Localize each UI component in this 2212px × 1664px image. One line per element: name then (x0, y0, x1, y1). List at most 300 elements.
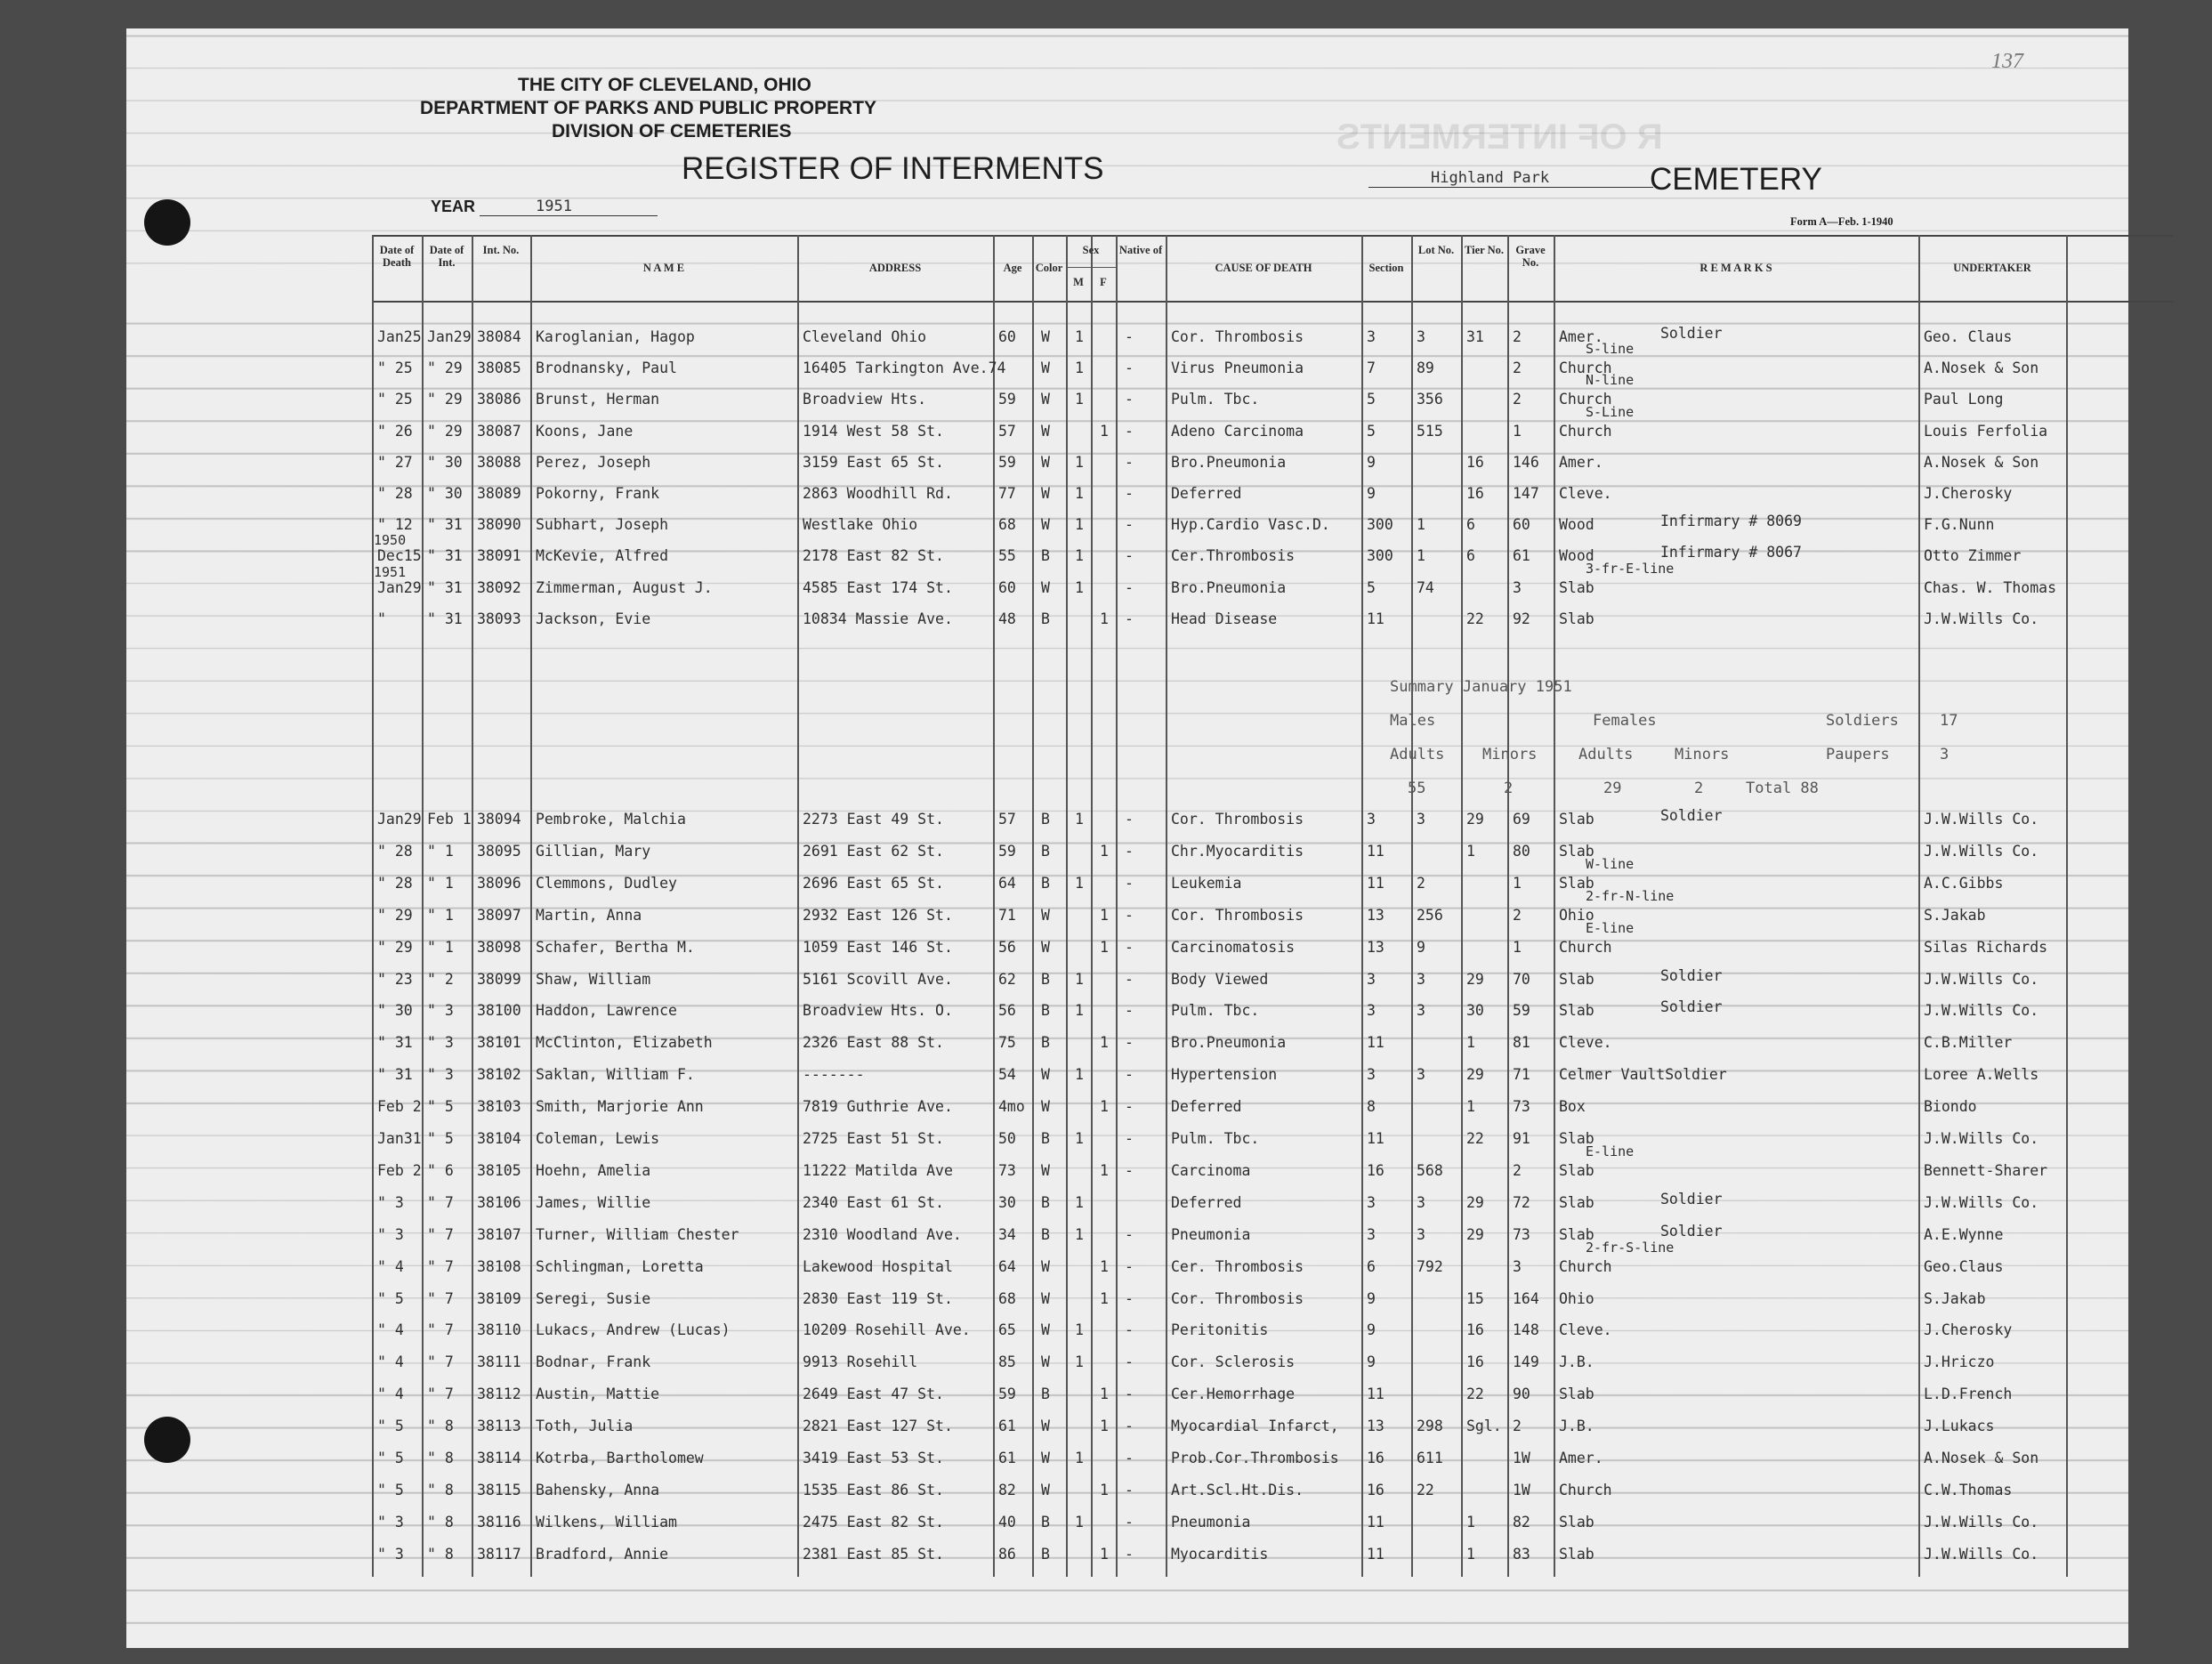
feb-cell-grave: 3 (1513, 1257, 1522, 1275)
feb-cell-sec: 11 (1367, 874, 1385, 892)
feb-cell-sec: 3 (1367, 970, 1376, 988)
jan-cell-sec: 300 (1367, 516, 1393, 534)
feb-cell-und: Biondo (1924, 1098, 1977, 1116)
jan-cell-addr: Cleveland Ohio (803, 328, 927, 345)
feb-cell-sec: 8 (1367, 1098, 1376, 1116)
feb-cell-sec: 6 (1367, 1257, 1376, 1275)
feb-cell-addr: 2381 East 85 St. (803, 1545, 944, 1563)
feb-cell-rem: Cleve. (1559, 1034, 1612, 1052)
jan-cell-nat: - (1125, 610, 1134, 627)
jan-cell-lot: 515 (1417, 422, 1443, 440)
jan-cell-addr: 4585 East 174 St. (803, 578, 953, 596)
feb-cell-addr: 2691 East 62 St. (803, 842, 944, 860)
feb-cell-dd: " 5 (377, 1481, 404, 1498)
year-underline (480, 215, 658, 216)
feb-cell-sec: 3 (1367, 1225, 1376, 1243)
feb-cell-di: " 1 (427, 842, 454, 860)
jan-cell-rem: Church (1559, 422, 1612, 440)
column-rule-und (1918, 235, 1920, 1577)
feb-cell-grave: 59 (1513, 1002, 1530, 1020)
jan-cell-addr: 2178 East 82 St. (803, 547, 944, 565)
feb-cell-m: 1 (1075, 1353, 1084, 1371)
feb-cell-dd: " 28 (377, 842, 413, 860)
feb-cell-sec: 3 (1367, 1066, 1376, 1084)
jan-cell-grave: 60 (1513, 516, 1530, 534)
feb-cell-color: B (1041, 1034, 1050, 1052)
feb-cell-grave: 90 (1513, 1385, 1530, 1403)
jan-cell-nat: - (1125, 328, 1134, 345)
feb-cell-age: 82 (998, 1481, 1016, 1498)
jan-cell-sec: 9 (1367, 485, 1376, 502)
feb-cell-sec: 11 (1367, 1034, 1385, 1052)
feb-cell-name: Shaw, William (536, 970, 651, 988)
feb-cell-name: Hoehn, Amelia (536, 1161, 651, 1179)
jan-cell-color: B (1041, 610, 1050, 627)
feb-cell-tier: 1 (1466, 1545, 1475, 1563)
feb-cell-cause: Bro.Pneumonia (1171, 1034, 1287, 1052)
jan-cell-no: 38088 (477, 453, 521, 471)
feb-cell-lot: 3 (1417, 1002, 1425, 1020)
summary-paupers-value: 3 (1940, 746, 1950, 763)
feb-cell-grave: 1W (1513, 1450, 1530, 1466)
feb-cell-addr: 1059 East 146 St. (803, 938, 953, 956)
jan-cell-nat: - (1125, 422, 1134, 440)
jan-cell-addr: Westlake Ohio (803, 516, 918, 534)
jan-cell-color: W (1041, 485, 1050, 502)
feb-cell-rem: Slab (1559, 874, 1594, 892)
feb-cell-addr: Broadview Hts. O. (803, 1002, 953, 1020)
feb-cell-tier: 22 (1466, 1385, 1484, 1403)
binder-hole-top (144, 199, 190, 246)
jan-cell-lot: 74 (1417, 578, 1434, 596)
jan-cell-dd: " 27 (377, 453, 413, 471)
feb-cell-und: Silas Richards (1924, 938, 2048, 956)
feb-cell-color: B (1041, 842, 1050, 860)
feb-cell-cause: Myocardial Infarct, (1171, 1418, 1339, 1435)
column-rule-grave (1507, 235, 1509, 1577)
feb-cell-color: B (1041, 1193, 1050, 1211)
cemetery-label: CEMETERY (1650, 162, 1822, 197)
feb-cell-no: 38106 (477, 1193, 521, 1211)
jan-cell-addr: Broadview Hts. (803, 391, 927, 408)
jan-cell-grave: 1 (1513, 422, 1522, 440)
jan-cell-rem: Church (1559, 391, 1612, 408)
feb-cell-age: 62 (998, 970, 1016, 988)
feb-cell-name: Seregi, Susie (536, 1289, 651, 1307)
summary-adults-male-value: 55 (1408, 779, 1426, 797)
feb-cell-color: W (1041, 906, 1050, 924)
jan-cell-rem: Church (1559, 359, 1612, 377)
jan-cell-age: 57 (998, 422, 1016, 440)
column-rule-nat (1116, 235, 1118, 1577)
header-no: Int. No. (482, 244, 520, 256)
jan-cell-remarks-note: Infirmary # 8069 (1660, 513, 1802, 530)
register-page (126, 28, 2128, 1648)
jan-cell-cause: Bro.Pneumonia (1171, 453, 1287, 471)
feb-cell-grave: 81 (1513, 1034, 1530, 1052)
feb-cell-remarks-note: Soldier (1660, 1222, 1723, 1240)
feb-cell-lot: 3 (1417, 1193, 1425, 1211)
feb-cell-name: James, Willie (536, 1193, 651, 1211)
jan-cell-no: 38091 (477, 547, 521, 565)
feb-cell-sec: 9 (1367, 1321, 1376, 1339)
feb-cell-age: 59 (998, 1385, 1016, 1403)
jan-cell-lot: 1 (1417, 516, 1425, 534)
feb-cell-tier: Sgl. (1466, 1418, 1502, 1435)
feb-cell-nat: - (1125, 906, 1134, 924)
jan-cell-und: Geo. Claus (1924, 328, 2013, 345)
feb-cell-nat: - (1125, 1098, 1134, 1116)
feb-cell-no: 38103 (477, 1098, 521, 1116)
feb-cell-name: Bodnar, Frank (536, 1353, 651, 1371)
feb-cell-grave: 83 (1513, 1545, 1530, 1563)
feb-cell-addr: 2310 Woodland Ave. (803, 1225, 962, 1243)
feb-cell-addr: Lakewood Hospital (803, 1257, 953, 1275)
jan-cell-cause: Pulm. Tbc. (1171, 391, 1260, 408)
feb-cell-sec: 11 (1367, 842, 1385, 860)
feb-cell-und: J.Hriczo (1924, 1353, 1995, 1371)
column-rule-lot (1411, 235, 1413, 1577)
feb-cell-und: C.W.Thomas (1924, 1481, 2013, 1498)
feb-cell-rem: Slab (1559, 1193, 1594, 1211)
jan-cell-rem: Amer. (1559, 453, 1603, 471)
jan-cell-cause: Hyp.Cardio Vasc.D. (1171, 516, 1330, 534)
feb-cell-cause: Body Viewed (1171, 970, 1269, 988)
column-rule-no (472, 235, 473, 1577)
jan-cell-cause: Virus Pneumonia (1171, 359, 1304, 377)
jan-cell-name: Jackson, Evie (536, 610, 651, 627)
jan-cell-di: " 30 (427, 485, 463, 502)
feb-cell-tier: 1 (1466, 1034, 1475, 1052)
feb-cell-name: Lukacs, Andrew (Lucas) (536, 1321, 731, 1339)
jan-cell-und: Louis Ferfolia (1924, 422, 2048, 440)
jan-cell-tier: 16 (1466, 485, 1484, 502)
header-addr: ADDRESS (868, 262, 922, 274)
header-lot: Lot No. (1417, 244, 1455, 256)
feb-cell-age: 4mo (998, 1098, 1025, 1116)
column-rule-age (993, 235, 995, 1577)
jan-cell-age: 55 (998, 547, 1016, 565)
feb-cell-no: 38105 (477, 1161, 521, 1179)
jan-cell-sec: 11 (1367, 610, 1385, 627)
feb-cell-addr: 2340 East 61 St. (803, 1193, 944, 1211)
header-color: Color (1035, 262, 1063, 274)
feb-cell-color: W (1041, 1161, 1050, 1179)
feb-cell-grave: 71 (1513, 1066, 1530, 1084)
summary-minors-male-value: 2 (1504, 779, 1514, 797)
feb-cell-dd: " 5 (377, 1418, 404, 1435)
feb-cell-grave: 73 (1513, 1225, 1530, 1243)
feb-cell-di: " 8 (427, 1513, 454, 1531)
feb-cell-cause: Leukemia (1171, 874, 1242, 892)
jan-cell-color: B (1041, 547, 1050, 565)
feb-cell-grave: 1 (1513, 874, 1522, 892)
feb-cell-di: " 7 (427, 1193, 454, 1211)
jan-cell-sec: 5 (1367, 391, 1376, 408)
feb-cell-addr: 2830 East 119 St. (803, 1289, 953, 1307)
feb-cell-cause: Pneumonia (1171, 1225, 1251, 1243)
jan-cell-name: Pokorny, Frank (536, 485, 660, 502)
feb-cell-no: 38114 (477, 1450, 521, 1466)
feb-cell-cause: Art.Scl.Ht.Dis. (1171, 1481, 1304, 1498)
feb-cell-no: 38108 (477, 1257, 521, 1275)
feb-cell-sec: 3 (1367, 1002, 1376, 1020)
jan-cell-no: 38086 (477, 391, 521, 408)
feb-cell-sec: 3 (1367, 1193, 1376, 1211)
feb-cell-grave: 2 (1513, 1161, 1522, 1179)
feb-cell-addr: 2725 East 51 St. (803, 1130, 944, 1147)
jan-cell-age: 59 (998, 453, 1016, 471)
feb-cell-dd: Feb 2 (377, 1098, 422, 1116)
feb-cell-tier: 15 (1466, 1289, 1484, 1307)
feb-cell-no: 38101 (477, 1034, 521, 1052)
feb-cell-dd: Jan29 (377, 811, 422, 828)
summary-males: Males (1390, 712, 1436, 730)
jan-cell-nat: - (1125, 547, 1134, 565)
header-sec: Section (1368, 262, 1404, 274)
feb-cell-f: 1 (1100, 1257, 1109, 1275)
feb-cell-cause: Deferred (1171, 1193, 1242, 1211)
jan-cell-tier: 16 (1466, 453, 1484, 471)
feb-cell-und: A.E.Wynne (1924, 1225, 2004, 1243)
feb-cell-color: W (1041, 1098, 1050, 1116)
summary-total: Total 88 (1746, 779, 1819, 797)
feb-cell-f: 1 (1100, 842, 1109, 860)
feb-cell-cause: Pulm. Tbc. (1171, 1002, 1260, 1020)
jan-cell-color: W (1041, 453, 1050, 471)
column-rule-color (1032, 235, 1034, 1577)
feb-cell-di: " 7 (427, 1257, 454, 1275)
feb-cell-grave: 149 (1513, 1353, 1539, 1371)
jan-cell-name: Brodnansky, Paul (536, 359, 677, 377)
feb-cell-age: 64 (998, 1257, 1016, 1275)
feb-cell-tier: 1 (1466, 842, 1475, 860)
jan-cell-dd: Dec15 (377, 547, 422, 565)
feb-cell-und: Loree A.Wells (1924, 1066, 2039, 1084)
column-rule-m (1066, 235, 1068, 1577)
feb-cell-m: 1 (1075, 1002, 1084, 1020)
feb-cell-und: J.W.Wills Co. (1924, 1193, 2039, 1211)
summary-minors-male: Minors (1482, 746, 1538, 763)
jan-cell-grave: 92 (1513, 610, 1530, 627)
jan-cell-m: 1 (1075, 328, 1084, 345)
jan-cell-addr: 10834 Massie Ave. (803, 610, 953, 627)
feb-cell-nat: - (1125, 1321, 1134, 1339)
column-rule-addr (797, 235, 799, 1577)
feb-cell-cause: Hypertension (1171, 1066, 1278, 1084)
feb-cell-age: 73 (998, 1161, 1016, 1179)
feb-cell-age: 85 (998, 1353, 1016, 1371)
feb-cell-name: Saklan, William F. (536, 1066, 695, 1084)
feb-cell-age: 40 (998, 1513, 1016, 1531)
jan-cell-grave: 147 (1513, 485, 1539, 502)
jan-cell-nat: - (1125, 516, 1134, 534)
header-rem: R E M A R K S (1699, 262, 1772, 274)
feb-cell-rem: Slab (1559, 1002, 1594, 1020)
jan-cell-no: 38089 (477, 485, 521, 502)
jan-cell-nat: - (1125, 453, 1134, 471)
feb-cell-color: W (1041, 1257, 1050, 1275)
jan-cell-age: 48 (998, 610, 1016, 627)
feb-cell-di: " 8 (427, 1418, 454, 1435)
feb-cell-und: C.B.Miller (1924, 1034, 2013, 1052)
feb-cell-name: Coleman, Lewis (536, 1130, 660, 1147)
feb-cell-rem: Church (1559, 1481, 1612, 1498)
feb-cell-cause: Myocarditis (1171, 1545, 1269, 1563)
jan-cell-und: F.G.Nunn (1924, 516, 1995, 534)
feb-cell-no: 38100 (477, 1002, 521, 1020)
feb-cell-grave: 72 (1513, 1193, 1530, 1211)
feb-cell-di: " 7 (427, 1225, 454, 1243)
feb-cell-remarks-note: Soldier (1660, 966, 1723, 984)
feb-cell-und: S.Jakab (1924, 906, 1986, 924)
sex-header-rule (1066, 267, 1116, 268)
jan-cell-dd: " 26 (377, 422, 413, 440)
year-label: YEAR (431, 198, 476, 215)
feb-cell-sec: 11 (1367, 1545, 1385, 1563)
feb-cell-di: " 6 (427, 1161, 454, 1179)
feb-cell-lot: 298 (1417, 1418, 1443, 1435)
summary-adults-male: Adults (1390, 746, 1445, 763)
feb-cell-di: " 8 (427, 1545, 454, 1563)
feb-cell-grave: 1 (1513, 938, 1522, 956)
feb-cell-dd: " 4 (377, 1257, 404, 1275)
feb-cell-sec: 16 (1367, 1481, 1385, 1498)
jan-cell-addr: 1914 West 58 St. (803, 422, 944, 440)
jan-cell-name: Koons, Jane (536, 422, 634, 440)
feb-cell-no: 38115 (477, 1481, 521, 1498)
summary-adults-female: Adults (1578, 746, 1634, 763)
feb-cell-tier: 16 (1466, 1321, 1484, 1339)
header-tier: Tier No. (1465, 244, 1504, 256)
summary-females: Females (1593, 712, 1657, 730)
jan-cell-color: W (1041, 516, 1050, 534)
feb-cell-age: 50 (998, 1130, 1016, 1147)
feb-cell-f: 1 (1100, 938, 1109, 956)
jan-cell-m: 1 (1075, 516, 1084, 534)
feb-cell-nat: - (1125, 1002, 1134, 1020)
jan-cell-nat: - (1125, 578, 1134, 596)
feb-cell-m: 1 (1075, 1225, 1084, 1243)
column-rule-f (1091, 235, 1093, 1577)
jan-cell-und: A.Nosek & Son (1924, 453, 2039, 471)
feb-cell-addr: 2326 East 88 St. (803, 1034, 944, 1052)
jan-cell-color: W (1041, 359, 1050, 377)
feb-cell-rem: Slab (1559, 1161, 1594, 1179)
jan-cell-remarks-pre: S-line (1586, 341, 1635, 358)
feb-cell-name: Bradford, Annie (536, 1545, 669, 1563)
feb-cell-dd: " 3 (377, 1193, 404, 1211)
jan-cell-m: 1 (1075, 485, 1084, 502)
feb-cell-nat: - (1125, 970, 1134, 988)
feb-cell-cause: Peritonitis (1171, 1321, 1269, 1339)
feb-cell-dd: " 4 (377, 1321, 404, 1339)
year-value: 1951 (536, 198, 572, 215)
feb-cell-rem: Church (1559, 938, 1612, 956)
feb-cell-m: 1 (1075, 970, 1084, 988)
feb-cell-di: " 7 (427, 1321, 454, 1339)
feb-cell-m: 1 (1075, 811, 1084, 828)
summary-adults-female-value: 29 (1603, 779, 1622, 797)
feb-cell-und: J.Lukacs (1924, 1418, 1995, 1435)
city-heading: THE CITY OF CLEVELAND, OHIO (518, 75, 811, 95)
jan-cell-name: Zimmerman, August J. (536, 578, 713, 596)
feb-cell-tier: 29 (1466, 1193, 1484, 1211)
feb-cell-di: " 7 (427, 1385, 454, 1403)
feb-cell-age: 57 (998, 811, 1016, 828)
cemetery-underline (1368, 187, 1653, 188)
summary-soldiers-label: Soldiers (1826, 712, 1899, 730)
feb-cell-grave: 2 (1513, 906, 1522, 924)
feb-cell-f: 1 (1100, 1289, 1109, 1307)
feb-cell-und: L.D.French (1924, 1385, 2013, 1403)
feb-cell-di: " 1 (427, 938, 454, 956)
feb-cell-dd: " 5 (377, 1450, 404, 1466)
feb-cell-cause: Cer. Thrombosis (1171, 1257, 1304, 1275)
jan-cell-lot: 356 (1417, 391, 1443, 408)
feb-cell-und: J.W.Wills Co. (1924, 1002, 2039, 1020)
feb-cell-nat: - (1125, 1545, 1134, 1563)
feb-cell-dd: " 4 (377, 1385, 404, 1403)
feb-cell-dd: " 31 (377, 1066, 413, 1084)
feb-cell-grave: 80 (1513, 842, 1530, 860)
column-rule-sec (1361, 235, 1363, 1577)
jan-cell-di: " 31 (427, 610, 463, 627)
feb-cell-di: " 3 (427, 1066, 454, 1084)
header-grave: Grave No. (1515, 244, 1546, 269)
feb-cell-nat: - (1125, 1289, 1134, 1307)
feb-cell-name: Austin, Mattie (536, 1385, 660, 1403)
feb-cell-age: 86 (998, 1545, 1016, 1563)
feb-cell-m: 1 (1075, 1130, 1084, 1147)
jan-cell-rem: Wood (1559, 547, 1594, 565)
feb-cell-dd: " 23 (377, 970, 413, 988)
header-nat: Native of (1118, 244, 1163, 256)
feb-cell-addr: 7819 Guthrie Ave. (803, 1098, 953, 1116)
jan-cell-cause: Cor. Thrombosis (1171, 328, 1304, 345)
jan-cell-di: " 29 (427, 391, 463, 408)
feb-cell-age: 56 (998, 938, 1016, 956)
feb-cell-name: Wilkens, William (536, 1513, 677, 1531)
jan-cell-und: Otto Zimmer (1924, 547, 2022, 565)
header-cause: CAUSE OF DEATH (1215, 262, 1312, 274)
jan-cell-sec: 9 (1367, 453, 1376, 471)
feb-cell-addr: 3419 East 53 St. (803, 1450, 944, 1466)
jan-cell-age: 60 (998, 328, 1016, 345)
jan-cell-name: McKevie, Alfred (536, 547, 669, 565)
feb-cell-lot: 3 (1417, 1066, 1425, 1084)
feb-cell-dd: " 3 (377, 1545, 404, 1563)
feb-cell-tier: 22 (1466, 1130, 1484, 1147)
jan-cell-nat: - (1125, 485, 1134, 502)
feb-cell-rem: Ohio (1559, 1289, 1594, 1307)
feb-cell-color: W (1041, 1066, 1050, 1084)
feb-cell-age: 71 (998, 906, 1016, 924)
feb-cell-dd: " 3 (377, 1513, 404, 1531)
feb-cell-tier: 30 (1466, 1002, 1484, 1020)
feb-cell-grave: 69 (1513, 811, 1530, 828)
feb-cell-age: 65 (998, 1321, 1016, 1339)
feb-cell-f: 1 (1100, 1034, 1109, 1052)
feb-cell-name: Toth, Julia (536, 1418, 634, 1435)
feb-cell-nat: - (1125, 1066, 1134, 1084)
binder-hole-bottom (144, 1417, 190, 1463)
feb-cell-und: J.W.Wills Co. (1924, 811, 2039, 828)
feb-cell-nat: - (1125, 842, 1134, 860)
feb-cell-f: 1 (1100, 906, 1109, 924)
feb-cell-dd: " 29 (377, 906, 413, 924)
feb-cell-addr: 2821 East 127 St. (803, 1418, 953, 1435)
